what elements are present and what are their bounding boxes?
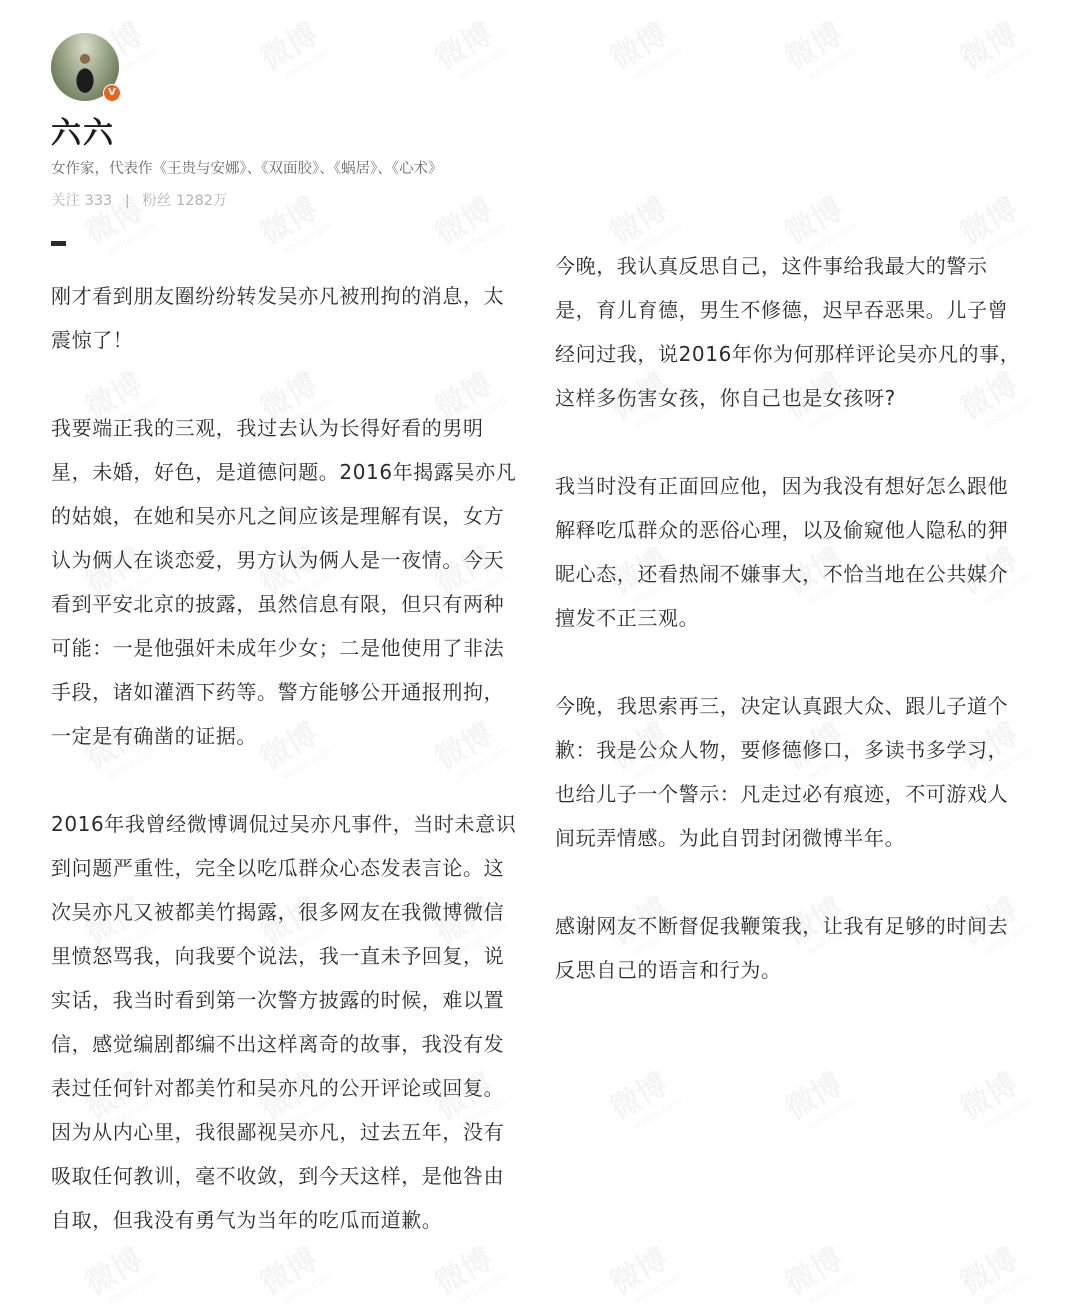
text-line: 星，未婚，好色，是道德问题。2016年揭露吴亦凡 [51, 460, 517, 484]
user-name[interactable]: 六六 [51, 116, 115, 151]
post-body-right [555, 244, 1035, 1036]
text-line: 看到平安北京的披露，虽然信息有限，但只有两种 [51, 592, 505, 616]
weibo-watermark [601, 1058, 684, 1138]
weibo-watermark [426, 183, 509, 263]
text-line: 间玩弄情感。为此自罚封闭微博半年。 [555, 826, 906, 850]
post-paragraph [555, 244, 1035, 420]
text-line: 我要端正我的三观，我过去认为长得好看的男明 [51, 416, 484, 440]
text-line: 表过任何针对都美竹和吴亦凡的公开评论或回复。 [51, 1076, 505, 1100]
following-label: 关注 [51, 193, 80, 209]
text-line: 认为俩人在谈恋爱，男方认为俩人是一夜情。今天 [51, 548, 505, 572]
followers-label: 粉丝 [142, 193, 172, 209]
text-line: 次吴亦凡又被都美竹揭露，很多网友在我微博微信 [51, 900, 505, 924]
text-line: 一定是有确凿的证据。 [51, 724, 257, 748]
text-line: 昵心态，还看热闹不嫌事大，不恰当地在公共媒介 [555, 562, 1009, 586]
verified-badge-icon: V [103, 84, 121, 102]
text-line: 里愤怒骂我，向我要个说法，我一直未予回复，说 [51, 944, 505, 968]
weibo-watermark [951, 1233, 1034, 1312]
text-line: 是，育儿育德，男生不修德，迟早吞恶果。儿子曾 [555, 298, 1009, 322]
weibo-watermark [251, 8, 334, 88]
text-line: 今晚，我认真反思自己，这件事给我最大的警示 [555, 254, 988, 278]
user-stats [51, 190, 227, 212]
text-line: 因为从内心里，我很鄙视吴亦凡，过去五年，没有 [51, 1120, 505, 1144]
section-divider-dash [51, 241, 66, 246]
stats-separator: | [124, 193, 130, 209]
text-line: 可能：一是他强奸未成年少女；二是他使用了非法 [51, 636, 505, 660]
weibo-watermark [601, 8, 684, 88]
text-line: 我当时没有正面回应他，因为我没有想好怎么跟他 [555, 474, 1009, 498]
followers-count: 1282万 [176, 193, 228, 209]
text-line: 歉：我是公众人物，要修德修口，多读书多学习， [555, 738, 1009, 762]
post-paragraph [555, 464, 1035, 640]
text-line: 经问过我，说2016年你为何那样评论吴亦凡的事， [555, 342, 1021, 366]
text-line: 信，感觉编剧都编不出这样离奇的故事，我没有发 [51, 1032, 505, 1056]
weibo-watermark [951, 8, 1034, 88]
text-line: 擅发不正三观。 [555, 606, 700, 630]
following-count: 333 [84, 193, 113, 209]
text-line: 手段，诸如灌酒下药等。警方能够公开通报刑拘， [51, 680, 505, 704]
weibo-watermark [776, 1058, 859, 1138]
weibo-watermark [251, 183, 334, 263]
text-line: 到问题严重性，完全以吃瓜群众心态发表言论。这 [51, 856, 505, 880]
weibo-watermark [426, 8, 509, 88]
following-link[interactable] [51, 193, 117, 209]
post-paragraph [555, 684, 1035, 860]
text-line: 解释吃瓜群众的恶俗心理，以及偷窥他人隐私的狎 [555, 518, 1009, 542]
weibo-watermark [776, 8, 859, 88]
text-line: 的姑娘，在她和吴亦凡之间应该是理解有误，女方 [51, 504, 505, 528]
text-line: 吸取任何教训，毫不收敛，到今天这样，是他咎由 [51, 1164, 505, 1188]
text-line: 这样多伤害女孩，你自己也是女孩呀? [555, 386, 896, 410]
user-bio: 女作家，代表作《王贵与安娜》、《双面胶》、《蜗居》、《心术》 [51, 161, 443, 177]
text-line: 震惊了！ [51, 328, 134, 352]
post-paragraph [51, 802, 536, 1242]
text-line: 感谢网友不断督促我鞭策我，让我有足够的时间去 [555, 914, 1009, 938]
post-paragraph [51, 406, 536, 758]
weibo-watermark [951, 1058, 1034, 1138]
text-line: 自取，但我没有勇气为当年的吃瓜而道歉。 [51, 1208, 443, 1232]
text-line: 也给儿子一个警示：凡走过必有痕迹，不可游戏人 [555, 782, 1009, 806]
post-paragraph [555, 904, 1035, 992]
text-line: 2016年我曾经微博调侃过吴亦凡事件，当时未意识 [51, 812, 517, 836]
text-line: 反思自己的语言和行为。 [555, 958, 782, 982]
followers-link[interactable] [142, 193, 227, 209]
weibo-watermark [776, 1233, 859, 1312]
text-line: 今晚，我思索再三，决定认真跟大众、跟儿子道个 [555, 694, 1009, 718]
post-paragraph [51, 274, 536, 362]
text-line: 实话，我当时看到第一次警方披露的时候，难以置 [51, 988, 505, 1012]
avatar[interactable] [51, 33, 119, 101]
text-line: 刚才看到朋友圈纷纷转发吴亦凡被刑拘的消息，太 [51, 284, 505, 308]
weibo-watermark [601, 1233, 684, 1312]
post-body-left [51, 274, 536, 1286]
